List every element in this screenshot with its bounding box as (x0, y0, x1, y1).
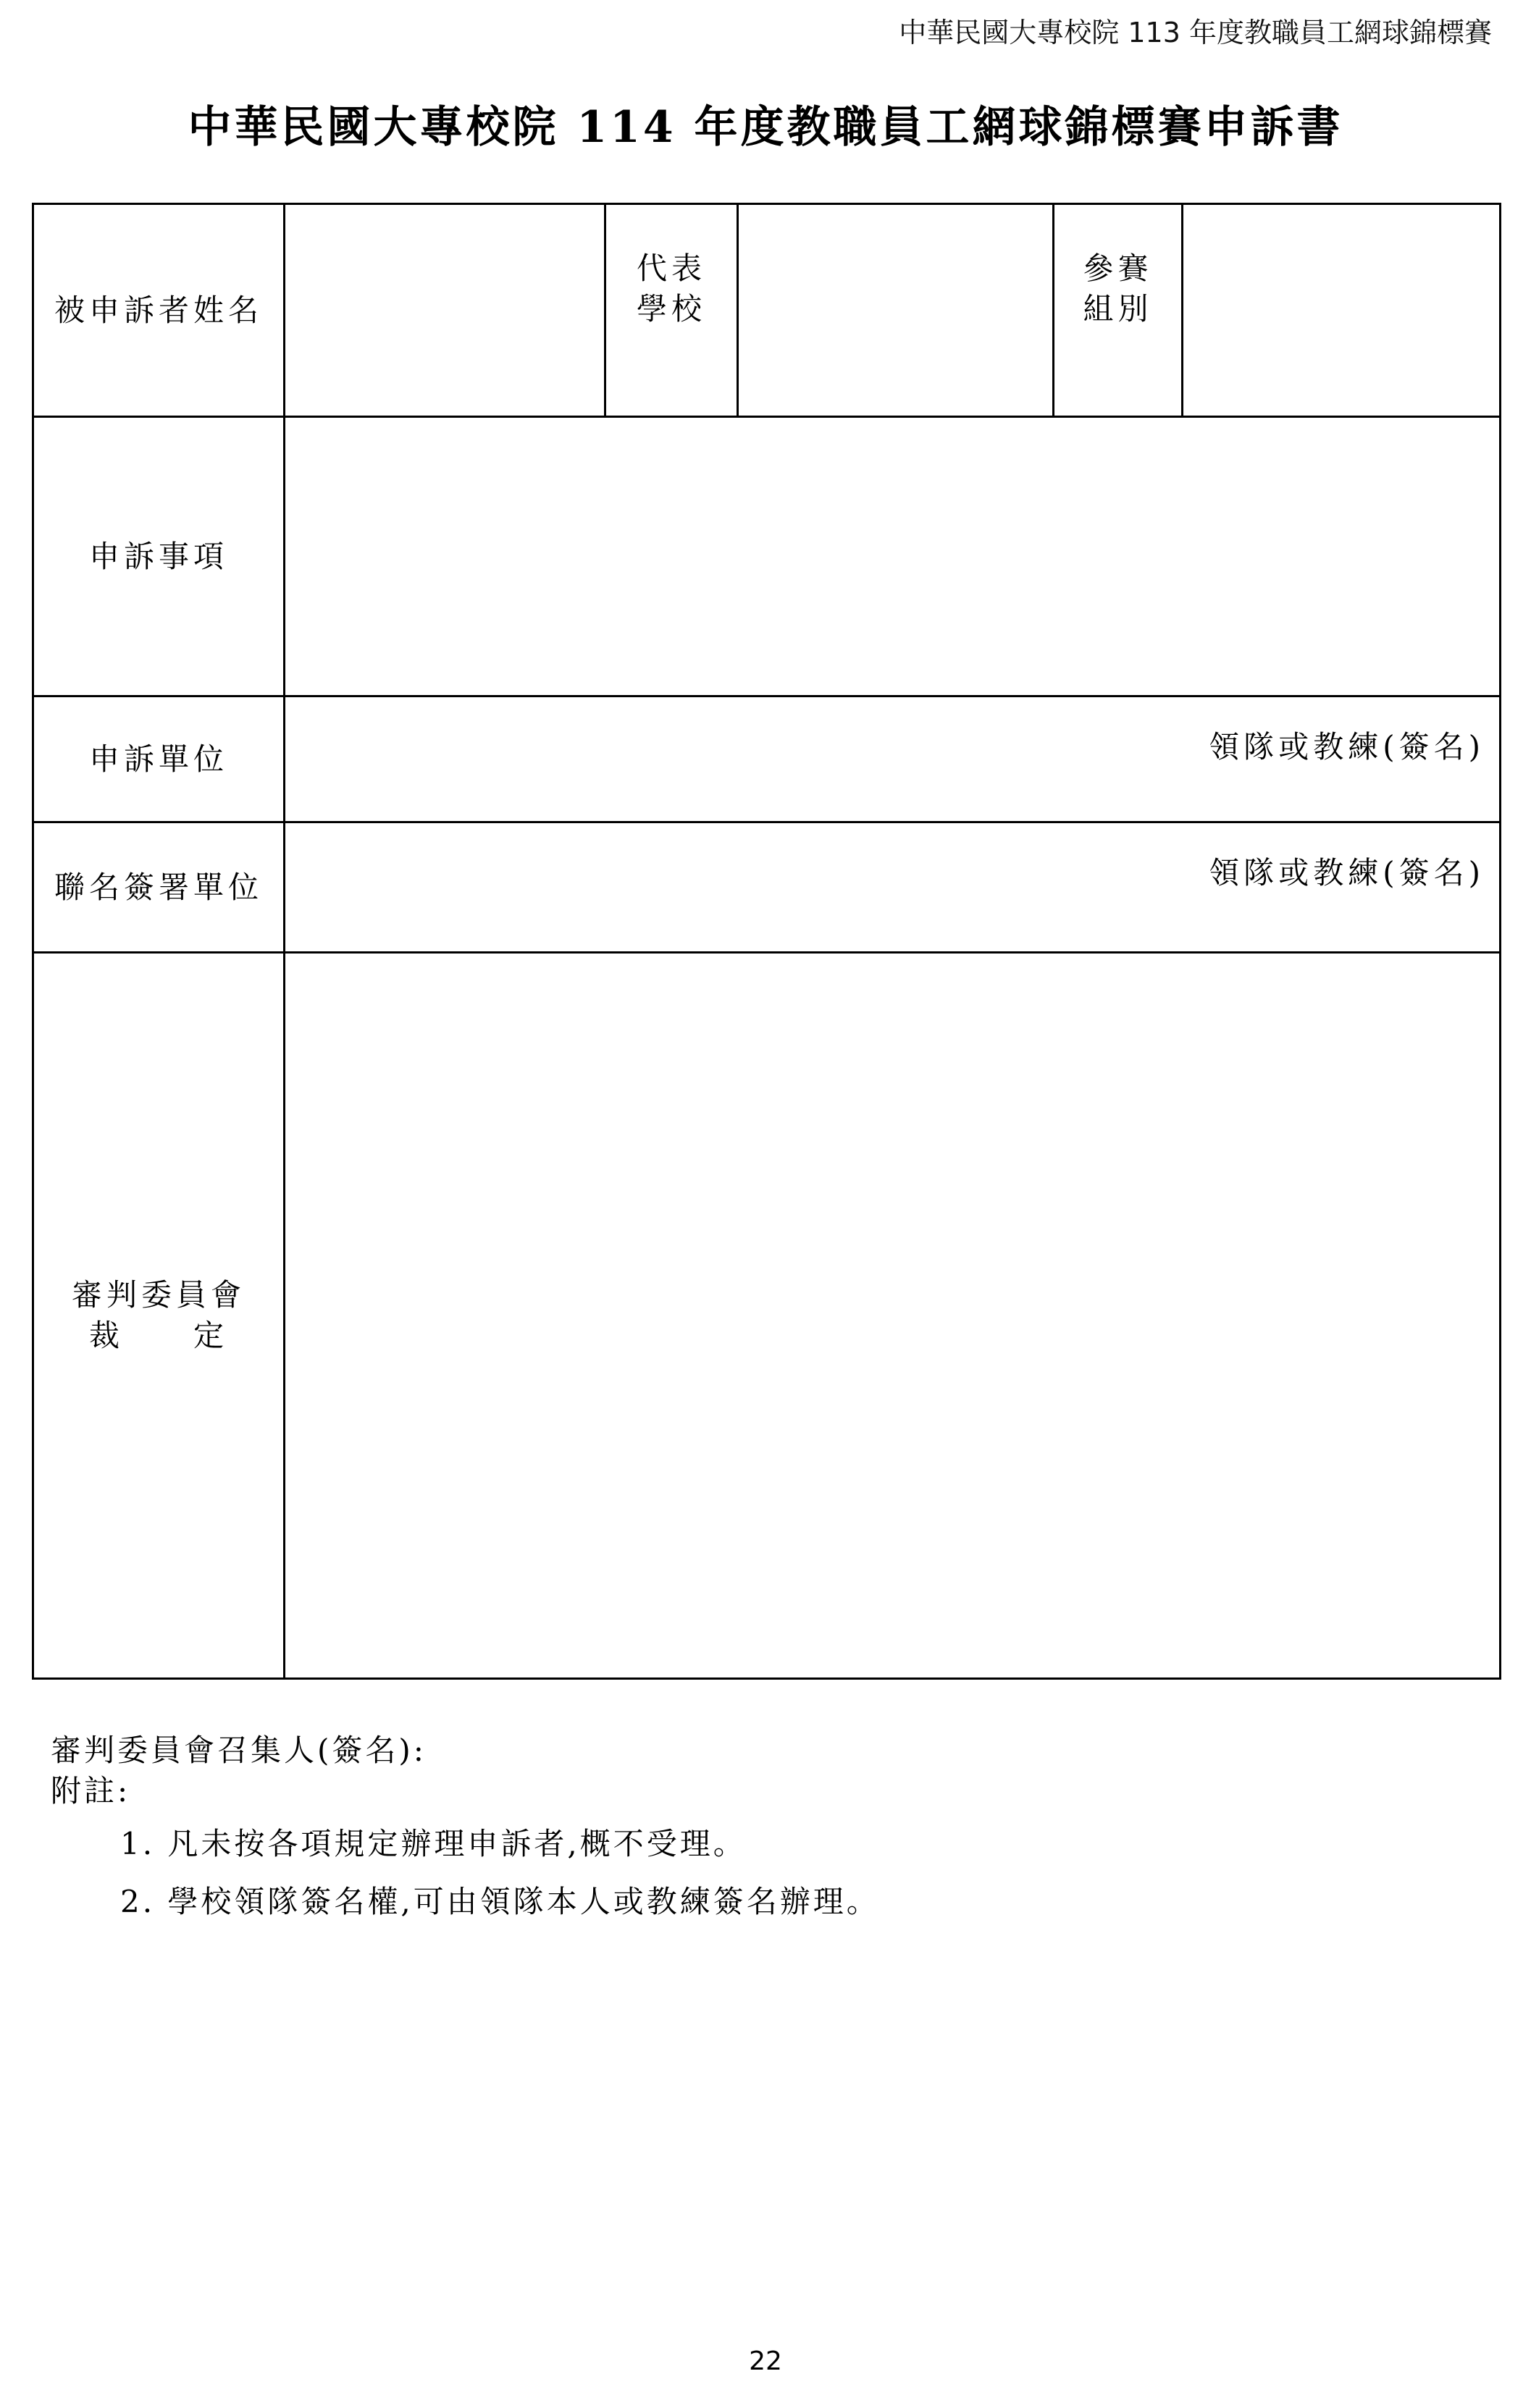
notes-title: 附註: (51, 1773, 131, 1809)
complaint-matters-field[interactable] (285, 417, 1501, 696)
respondent-row (33, 204, 1501, 417)
page-number: 22 (749, 2346, 782, 2376)
committee-ruling-field[interactable] (285, 953, 1501, 1679)
division-field[interactable] (1183, 204, 1501, 417)
respondent-name-field[interactable] (285, 204, 605, 417)
complaint-unit-label: 申訴單位 (33, 696, 285, 822)
complaint-unit-row (33, 696, 1501, 822)
footer-notes (51, 1727, 880, 1931)
complaint-form-table (32, 203, 1501, 1680)
representative-school-label (605, 204, 738, 417)
document-title: 中華民國大專校院 114 年度教職員工網球錦標賽申訴書 (188, 102, 1343, 153)
joint-sign-unit-signature[interactable]: 領隊或教練(簽名) (285, 822, 1501, 953)
representative-school-field[interactable] (738, 204, 1054, 417)
note-item: 1. 凡未按各項規定辦理申訴者,概不受理。 (120, 1826, 747, 1861)
committee-ruling-row (33, 953, 1501, 1679)
representative-school-label-line2: 學校 (636, 291, 706, 327)
note-item: 2. 學校領隊簽名權,可由領隊本人或教練簽名辦理。 (120, 1884, 880, 1919)
complaint-unit-signature[interactable]: 領隊或教練(簽名) (285, 696, 1501, 822)
respondent-name-label: 被申訴者姓名 (33, 204, 285, 417)
committee-ruling-label-line2: 裁 定 (88, 1318, 228, 1353)
representative-school-label-line1: 代表 (636, 251, 706, 286)
running-header: 中華民國大專校院 113 年度教職員工網球錦標賽 (899, 17, 1492, 49)
committee-ruling-label-line1: 審判委員會 (71, 1277, 246, 1313)
joint-sign-unit-label: 聯名簽署單位 (33, 822, 285, 953)
convener-signature-line[interactable]: 審判委員會召集人(簽名): (51, 1733, 427, 1768)
division-label-line2: 組別 (1083, 291, 1153, 327)
division-label (1054, 204, 1183, 417)
complaint-matters-row (33, 417, 1501, 696)
committee-ruling-label (33, 953, 285, 1679)
complaint-matters-label: 申訴事項 (33, 417, 285, 696)
joint-sign-row (33, 822, 1501, 953)
division-label-line1: 參賽 (1083, 251, 1153, 286)
